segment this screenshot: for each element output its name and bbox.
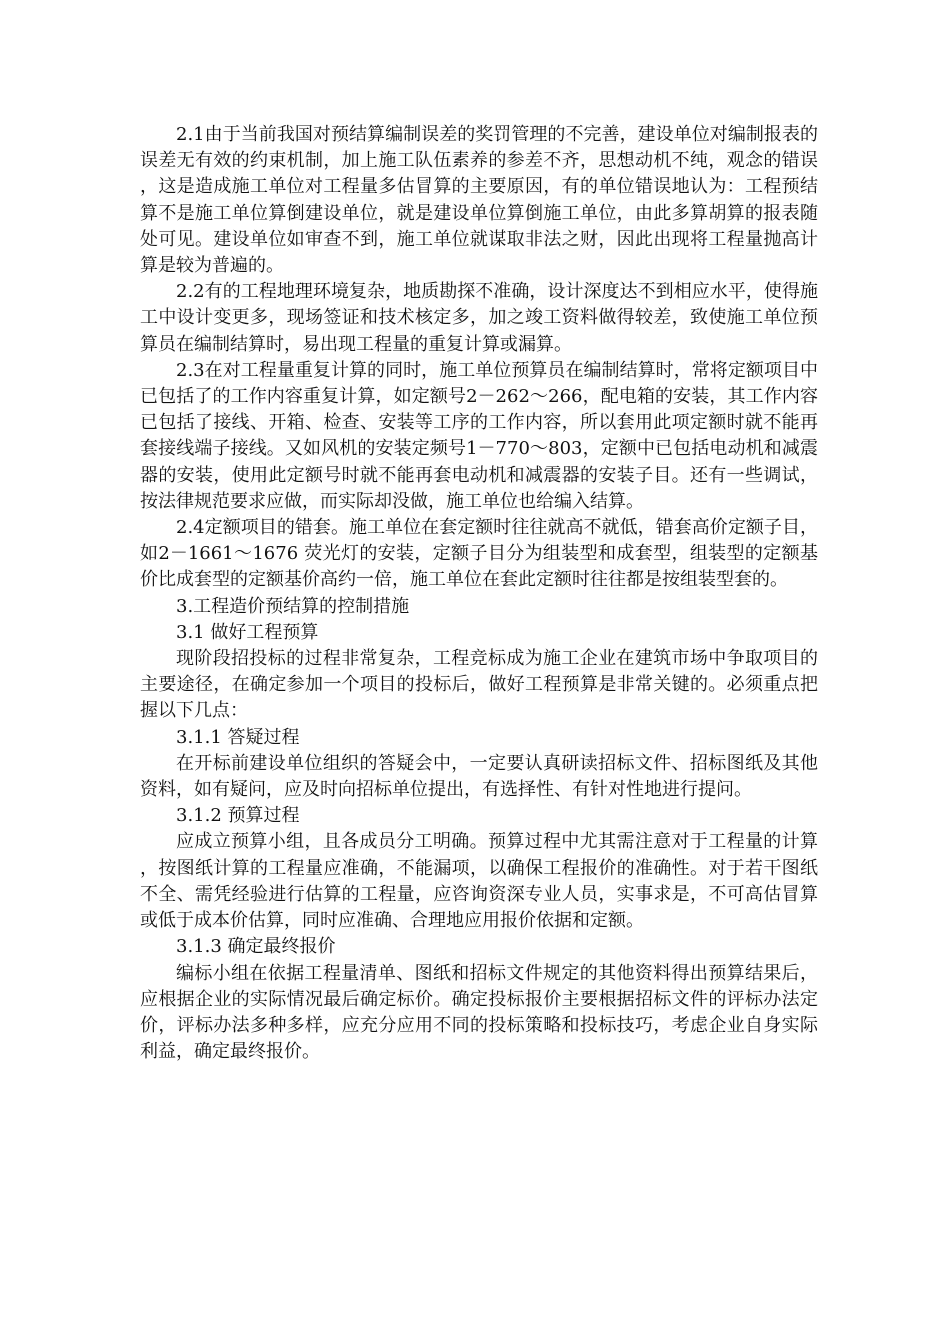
- section-heading-3-1-2: 3.1.2 预算过程: [176, 805, 300, 827]
- section-heading-3-1-1: 3.1.1 答疑过程: [176, 726, 300, 748]
- section-heading-3-1-3: 3.1.3 确定最终报价: [176, 936, 336, 958]
- paragraph-2-4: 2.4定额项目的错套。施工单位在套定额时往往就高不就低，错套高价定额子目，如2－1661～1676 荧光灯的安装，定额子目分为组装型和成套型，组装型的定额基价比成套型的定额基价高约一倍，施工单位在套此定额时往往都是按组装型套的。: [140, 517, 818, 591]
- paragraph-3-1: 现阶段招投标的过程非常复杂，工程竞标成为施工企业在建筑市场中争取项目的主要途径，在确定参加一个项目的投标后，做好工程预算是非常关键的。必须重点把握以下几点：: [140, 648, 818, 722]
- paragraph-2-1: 2.1由于当前我国对预结算编制误差的奖罚管理的不完善，建设单位对编制报表的误差无有效的约束机制，加上施工队伍素养的参差不齐，思想动机不纯，观念的错误，这是造成施工单位对工程量多估冒算的主要原因，有的单位错误地认为：工程预结算不是施工单位算倒建设单位，就是建设单位算倒施工单位，由此多算胡算的报表随处可见。建设单位如审查不到，施工单位就谋取非法之财，因此出现将工程量抛高计算是较为普遍的。: [140, 124, 818, 277]
- paragraph-3-1-2: 应成立预算小组，且各成员分工明确。预算过程中尤其需注意对于工程量的计算，按图纸计算的工程量应准确，不能漏项，以确保工程报价的准确性。对于若干图纸不全、需凭经验进行估算的工程量，应咨询资深专业人员，实事求是，不可高估冒算或低于成本价估算，同时应准确、合理地应用报价依据和定额。: [140, 831, 818, 932]
- section-heading-3: 3.工程造价预结算的控制措施: [176, 595, 410, 617]
- document-body: [140, 122, 818, 1065]
- paragraph-3-1-1: 在开标前建设单位组织的答疑会中，一定要认真研读招标文件、招标图纸及其他资料，如有疑问，应及时向招标单位提出，有选择性、有针对性地进行提问。: [140, 752, 818, 801]
- section-heading-3-1: 3.1 做好工程预算: [176, 621, 319, 643]
- paragraph-3-1-3: 编标小组在依据工程量清单、图纸和招标文件规定的其他资料得出预算结果后，应根据企业的实际情况最后确定标价。确定投标报价主要根据招标文件的评标办法定价，评标办法多种多样，应充分应用不同的投标策略和投标技巧，考虑企业自身实际利益，确定最终报价。: [140, 962, 818, 1063]
- paragraph-2-3: 2.3在对工程量重复计算的同时，施工单位预算员在编制结算时，常将定额项目中已包括了的工作内容重复计算，如定额号2－262～266，配电箱的安装，其工作内容已包括了接线、开箱、检查、安装等工序的工作内容，所以套用此项定额时就不能再套接线端子接线。又如风机的安装定频号1－770～803，定额中已包括电动机和减震器的安装，使用此定额号时就不能再套电动机和减震器的安装子目。还有一些调试，按法律规范要求应做，而实际却没做，施工单位也给编入结算。: [140, 359, 818, 512]
- paragraph-2-2: 2.2有的工程地理环境复杂，地质勘探不准确，设计深度达不到相应水平，使得施工中设计变更多，现场签证和技术核定多，加之竣工资料做得较差，致使施工单位预算员在编制结算时，易出现工程量的重复计算或漏算。: [140, 281, 818, 355]
